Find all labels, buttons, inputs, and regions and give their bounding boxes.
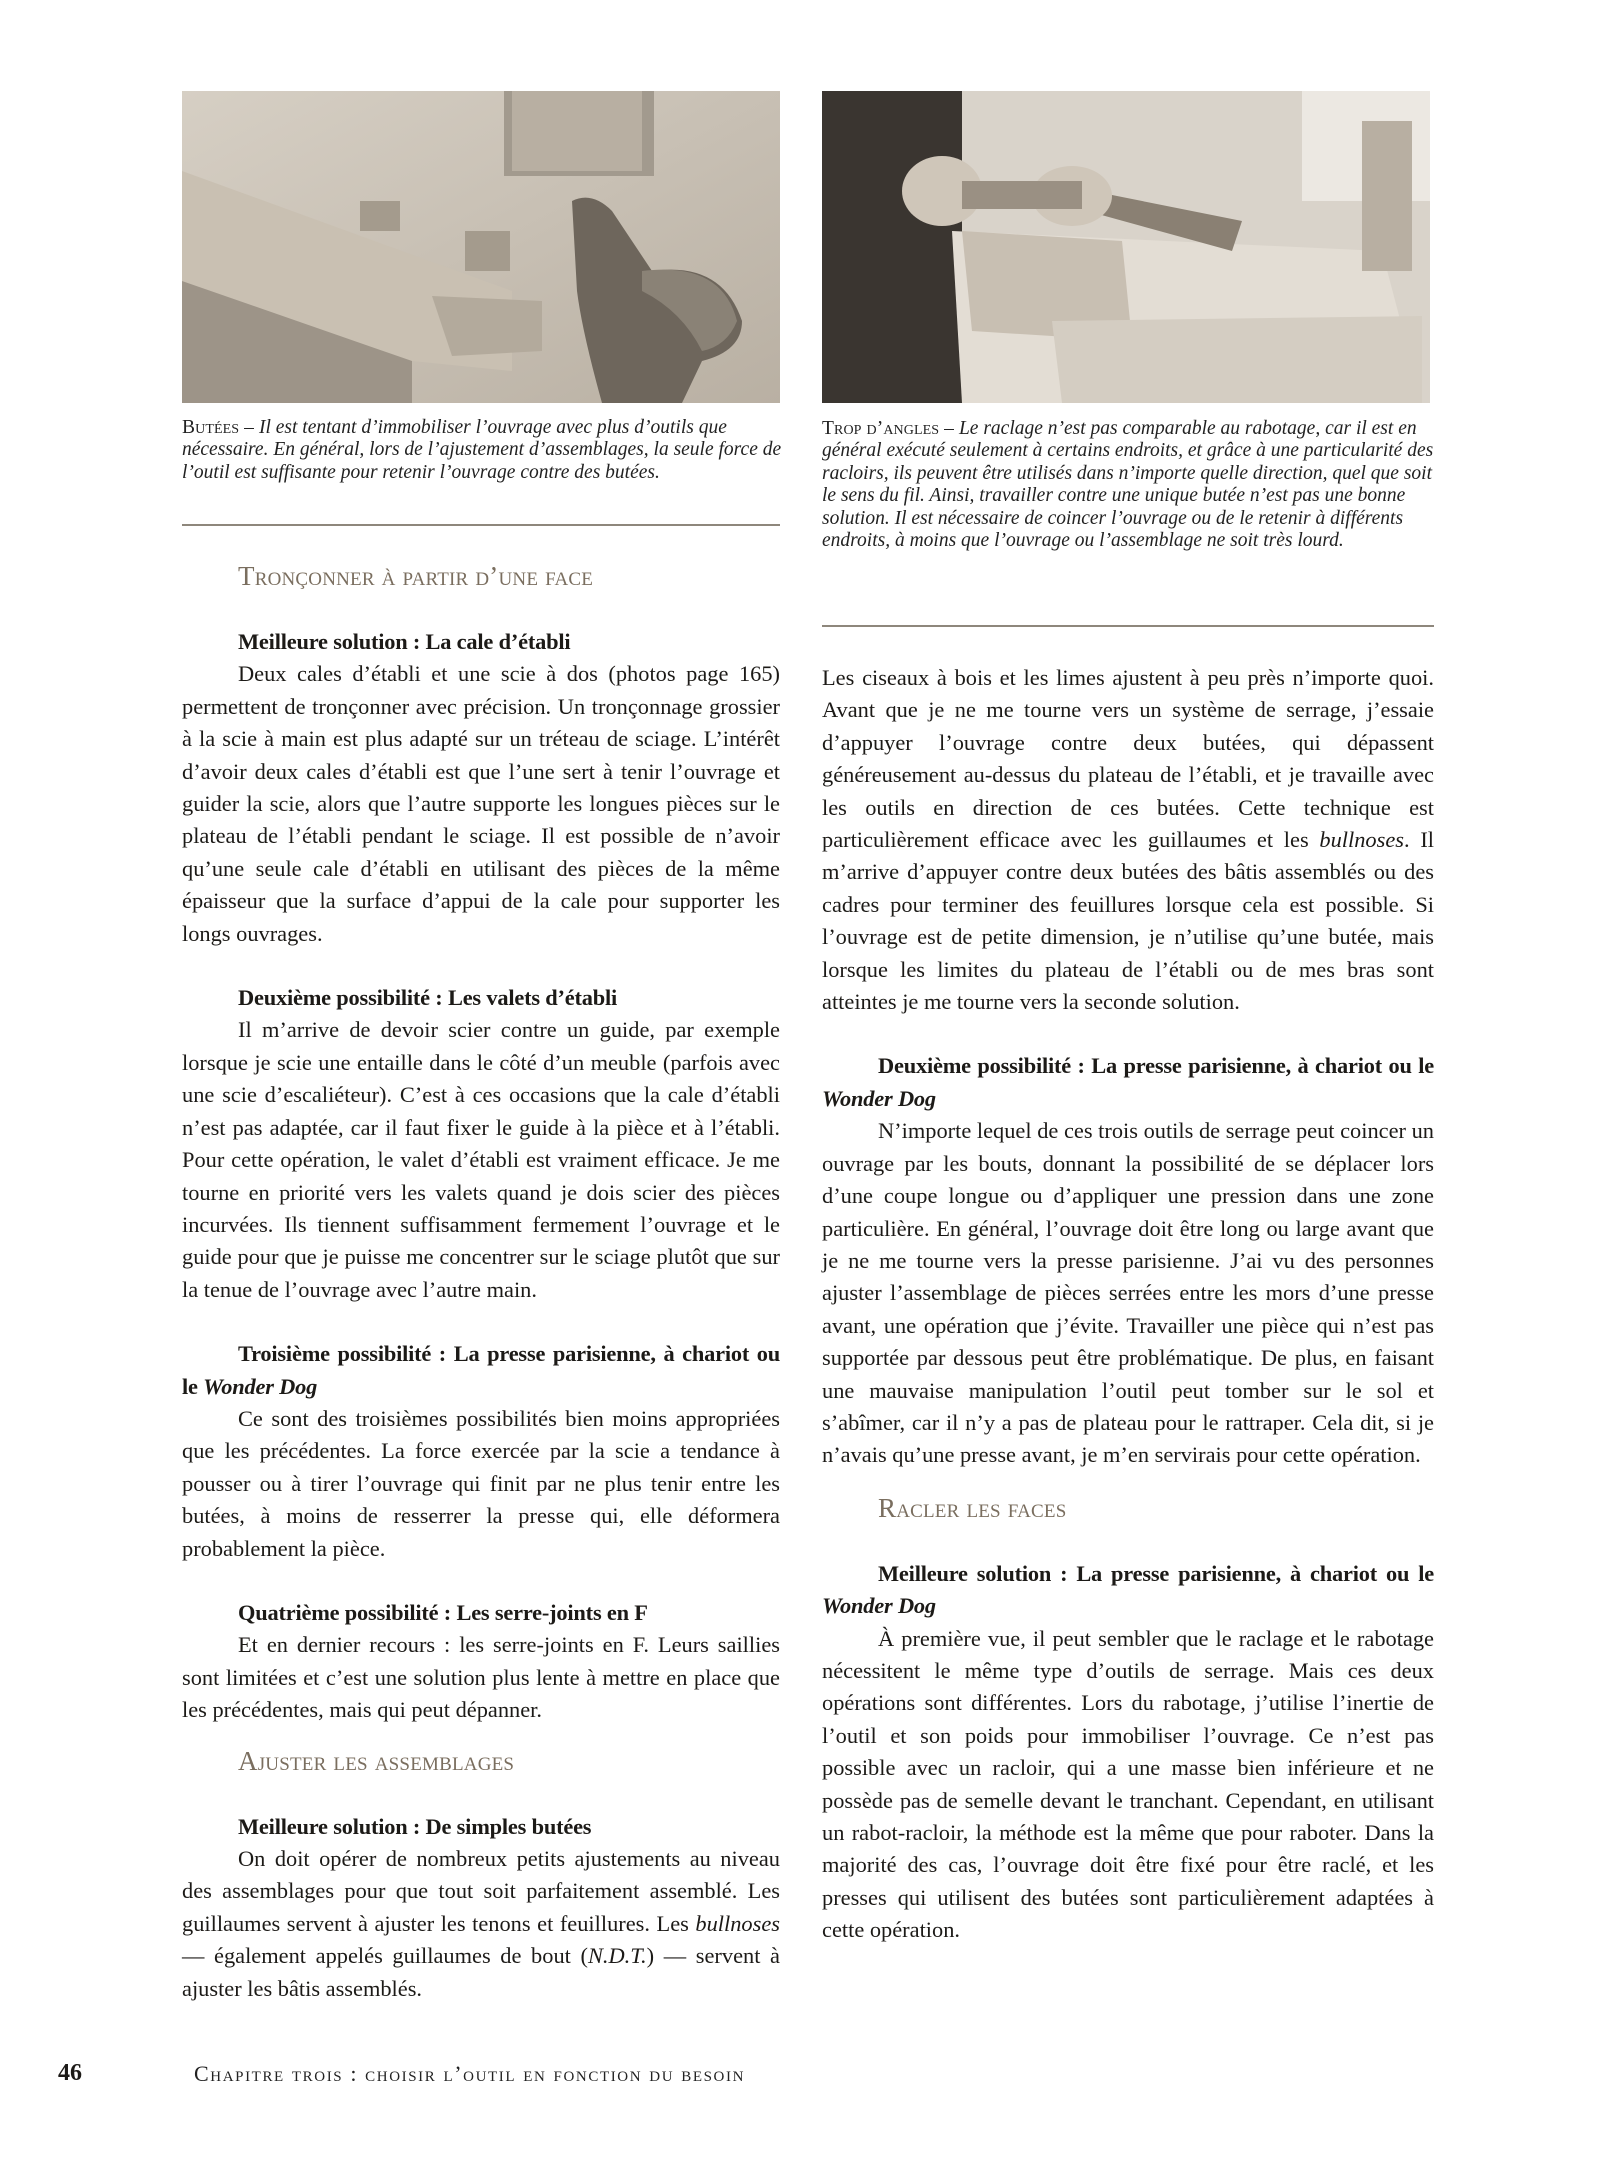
caption-lead: Butées – <box>182 417 259 438</box>
subheading <box>182 1338 780 1403</box>
subheading <box>822 1558 1434 1623</box>
subheading-text: Meilleure solution : La presse parisienne, à chariot ou le <box>878 1560 1434 1586</box>
paragraph-text: — également appelés guillaumes de bout ( <box>182 1943 588 1969</box>
caption-text: Il est tentant d’immobiliser l’ouvrage avec plus d’outils que nécessaire. En général, lors de l’ajustement d’assemblages, la seule force de l’outil est suffisante pour retenir l’ouvrage contre des butées. <box>182 417 782 483</box>
paragraph: Et en dernier recours : les serre-joints en F. Leurs saillies sont limitées et c’est une solution plus lente à mettre en place que les précédentes, mais qui peut dépanner. <box>182 1632 780 1723</box>
paragraph <box>822 662 1434 1018</box>
paragraph-text: On doit opérer de nombreux petits ajustements au niveau des assemblages pour que tout soit parfaitement assemblé. Les guillaumes servent à ajuster les tenons et feuillures. Les <box>182 1846 780 1936</box>
paragraph: Ce sont des troisièmes possibilités bien moins appropriées que les précédentes. La force exercée par la scie a tendance à pousser ou à tirer l’ouvrage qui finit par ne plus tenir entre les butées, à moins de resserrer la presse qui, elle déformera probablement la pièce. <box>182 1405 780 1561</box>
paragraph-text: . Il m’arrive d’appuyer contre deux butées des bâtis assemblés ou des cadres pour terminer des feuillures lorsque cela est possible. Si l’ouvrage est de petite dimension, je n’utilise qu’une butée, mais lorsque les limites du plateau de l’établi ou de mes bras sont atteintes je me tourne vers la seconde solution. <box>822 827 1435 1015</box>
paragraph-text: Les ciseaux à bois et les limes ajustent à peu près n’importe quoi. Avant que je ne me tourne vers un système de serrage, j’essaie d’appuyer l’ouvrage contre deux butées, qui dépassent généreusement au-dessus du plateau de l’établi, et je travaille avec les outils en direction de ces butées. Cette technique est particulièrement efficace avec les guillaumes et les <box>822 665 1434 853</box>
subheading: Meilleure solution : De simples butées <box>238 1813 592 1839</box>
photo-caption-left <box>182 417 782 484</box>
subheading <box>822 1050 1434 1115</box>
photo-caption-right <box>822 418 1434 552</box>
page-number: 46 <box>58 2060 82 2086</box>
paragraph: Deux cales d’établi et une scie à dos (photos page 165) permettent de tronçonner avec précision. Un tronçonnage grossier à la scie à main est plus adapté sur un tréteau de sciage. L’intérêt d’avoir deux cales d’établi est que l’une sert à tenir l’ouvrage et guider la scie, alors que l’autre supporte les longues pièces sur le plateau de l’établi pendant le sciage. Il est possible de n’avoir qu’une seule cale d’établi en utilisant des pièces de la même épaisseur que la surface d’appui de la cale pour supporter les longs ouvrages. <box>182 661 780 946</box>
right-column <box>822 662 1434 1947</box>
photo-bench-stops-image <box>182 91 780 403</box>
divider-rule <box>182 524 780 526</box>
caption-text: Le raclage n’est pas comparable au rabotage, car il est en général exécuté seulement à certains endroits, et grâce à une particularité des racloirs, ils peuvent être utilisés dans n’importe quelle direction, quel que soit le sens du fil. Ainsi, travailler contre une unique butée n’est pas une bonne solution. Il est nécessaire de coincer l’ouvrage ou de le retenir à différents endroits, à moins que l’ouvrage ou l’assemblage ne soit très lourd. <box>822 418 1434 552</box>
subheading-italic: Wonder Dog <box>203 1373 318 1399</box>
subheading-text: Deuxième possibilité : La presse parisienne, à chariot ou le <box>878 1053 1434 1079</box>
paragraph-text: ) — servent à ajuster les bâtis assemblés. <box>182 1943 780 2001</box>
subheading: Quatrième possibilité : Les serre-joints en F <box>238 1599 648 1625</box>
section-title-ajuster: Ajuster les assemblages <box>238 1745 515 1776</box>
divider-rule <box>822 625 1434 627</box>
paragraph-italic: N.D.T. <box>587 1943 647 1969</box>
paragraph <box>182 1843 780 2005</box>
subheading-italic: Wonder Dog <box>822 1593 936 1619</box>
subheading: Deuxième possibilité : Les valets d’établi <box>238 985 618 1011</box>
subheading-italic: Wonder Dog <box>822 1085 936 1111</box>
left-column <box>182 556 780 2005</box>
photo-bench-stops <box>182 91 780 403</box>
paragraph: À première vue, il peut sembler que le raclage et le rabotage nécessitent le même type d’outils de serrage. Mais ces deux opérations sont différentes. Lors du rabotage, j’utilise l’inertie de l’outil et son poids pour immobiliser l’ouvrage. Ce n’est pas possible avec un racloir, qui a une masse bien inférieure et ne possède pas de semelle devant le tranchant. Cependant, en utilisant un rabot-racloir, la méthode est la même que pour raboter. Dans la majorité des cas, l’ouvrage doit être fixé pour être raclé, et les presses qui utilisent des butées sont particulièrement adaptées à cette opération. <box>822 1625 1434 1943</box>
photo-scraping <box>822 91 1430 403</box>
photo-scraping-image <box>822 91 1430 403</box>
paragraph-italic: bullnoses <box>695 1910 780 1936</box>
paragraph: Il m’arrive de devoir scier contre un guide, par exemple lorsque je scie une entaille dans le côté d’un meuble (parfois avec une scie d’escaliéteur). C’est à ces occasions que la cale d’établi n’est pas adaptée, car il faut fixer le guide à la pièce et à l’établi. Pour cette opération, le valet d’établi est vraiment efficace. Je me tourne en priorité vers les valets quand je dois scier des pièces incurvées. Ils tiennent suffisamment fermement l’ouvrage et le guide pour que je puisse me concentrer sur le sciage plutôt que sur la tenue de l’ouvrage avec l’autre main. <box>182 1017 780 1302</box>
page-footer <box>58 2060 1458 2100</box>
subheading-text: Troisième possibilité : La presse parisienne, à chariot ou le <box>182 1341 780 1399</box>
running-head: Chapitre trois : choisir l’outil en fonction du besoin <box>194 2061 746 2086</box>
section-title-tronconner: Tronçonner à partir d’une face <box>238 561 594 591</box>
caption-lead: Trop d’angles – <box>822 418 959 439</box>
subheading: Meilleure solution : La cale d’établi <box>238 629 571 654</box>
section-title-racler: Racler les faces <box>878 1492 1067 1523</box>
paragraph-italic: bullnoses <box>1319 827 1404 853</box>
paragraph: N’importe lequel de ces trois outils de serrage peut coincer un ouvrage par les bouts, donnant la possibilité de se déplacer lors d’une coupe longue ou d’appliquer une pression dans une zone particulière. En général, l’ouvrage doit être long ou large avant que je ne me tourne vers la presse parisienne. J’ai vu des personnes ajuster l’assemblage de pièces serrées entre les mors d’une presse avant, une opération que j’évite. Travailler une pièce qui n’est pas supportée par dessous peut être problématique. De plus, en faisant une mauvaise manipulation l’outil peut tomber sur le sol et s’abîmer, car il n’y a pas de plateau pour le rattraper. Cela dit, si je n’avais qu’une presse avant, je m’en servirais pour cette opération. <box>822 1118 1434 1468</box>
